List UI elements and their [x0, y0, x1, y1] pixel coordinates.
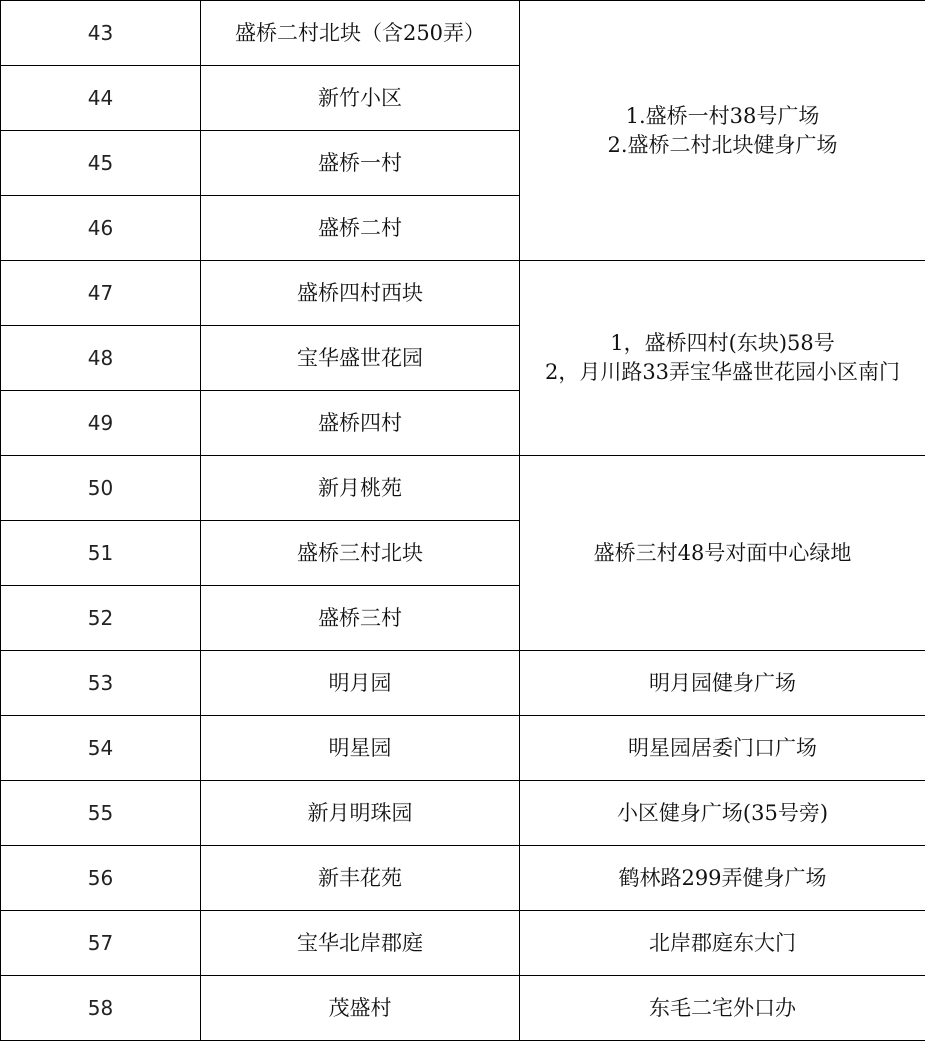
community-name-cell: 茂盛村 [201, 976, 520, 1041]
serial-number-cell: 58 [1, 976, 201, 1041]
serial-number-cell: 48 [1, 326, 201, 391]
community-name-cell: 盛桥三村北块 [201, 521, 520, 586]
table-row [1, 781, 925, 846]
site-location-cell [520, 456, 925, 651]
table-row [1, 911, 925, 976]
table-row [1, 716, 925, 781]
community-name-cell: 明星园 [201, 716, 520, 781]
serial-number-cell: 56 [1, 846, 201, 911]
site-location-line: 2.盛桥二村北块健身广场 [607, 132, 838, 157]
serial-number-cell: 47 [1, 261, 201, 326]
community-name-cell: 新丰花苑 [201, 846, 520, 911]
site-location-cell [520, 716, 925, 781]
serial-number-cell: 54 [1, 716, 201, 781]
community-name-cell: 盛桥四村西块 [201, 261, 520, 326]
site-location-line: 东毛二宅外口办 [649, 995, 796, 1020]
community-name-cell: 盛桥二村 [201, 196, 520, 261]
site-location-line: 小区健身广场(35号旁) [616, 800, 829, 825]
site-location-cell [520, 976, 925, 1041]
serial-number-cell: 50 [1, 456, 201, 521]
site-location-line: 盛桥三村48号对面中心绿地 [593, 540, 852, 565]
site-location-line: 1.盛桥一村38号广场 [625, 103, 820, 128]
site-location-cell [520, 846, 925, 911]
serial-number-cell: 49 [1, 391, 201, 456]
community-name-cell: 盛桥四村 [201, 391, 520, 456]
serial-number-cell: 43 [1, 1, 201, 66]
community-name-cell: 宝华盛世花园 [201, 326, 520, 391]
community-name-cell: 新月桃苑 [201, 456, 520, 521]
site-location-line: 明月园健身广场 [649, 670, 796, 695]
table-body [1, 1, 925, 1041]
site-location-line: 2，月川路33弄宝华盛世花园小区南门 [544, 360, 901, 384]
community-name-cell: 新月明珠园 [201, 781, 520, 846]
table-row [1, 846, 925, 911]
serial-number-cell: 52 [1, 586, 201, 651]
community-name-cell: 盛桥二村北块（含250弄） [201, 1, 520, 66]
serial-number-cell: 53 [1, 651, 201, 716]
site-location-cell [520, 651, 925, 716]
table-row [1, 651, 925, 716]
serial-number-cell: 44 [1, 66, 201, 131]
serial-number-cell: 45 [1, 131, 201, 196]
site-location-cell [520, 911, 925, 976]
table-row [1, 976, 925, 1041]
community-name-cell: 明月园 [201, 651, 520, 716]
serial-number-cell: 57 [1, 911, 201, 976]
site-location-line: 北岸郡庭东大门 [649, 930, 796, 955]
serial-number-cell: 51 [1, 521, 201, 586]
site-location-cell [520, 261, 925, 456]
site-location-line: 鹤林路299弄健身广场 [618, 865, 827, 890]
serial-number-cell: 46 [1, 196, 201, 261]
community-name-cell: 新竹小区 [201, 66, 520, 131]
community-name-cell: 盛桥三村 [201, 586, 520, 651]
table-row [1, 1, 925, 66]
site-location-line: 1，盛桥四村(东块)58号 [610, 331, 835, 355]
site-location-cell [520, 781, 925, 846]
serial-number-cell: 55 [1, 781, 201, 846]
site-location-line: 明星园居委门口广场 [628, 735, 817, 760]
community-name-cell: 宝华北岸郡庭 [201, 911, 520, 976]
community-name-cell: 盛桥一村 [201, 131, 520, 196]
site-location-cell [520, 1, 925, 261]
table-row [1, 456, 925, 521]
table-row [1, 261, 925, 326]
